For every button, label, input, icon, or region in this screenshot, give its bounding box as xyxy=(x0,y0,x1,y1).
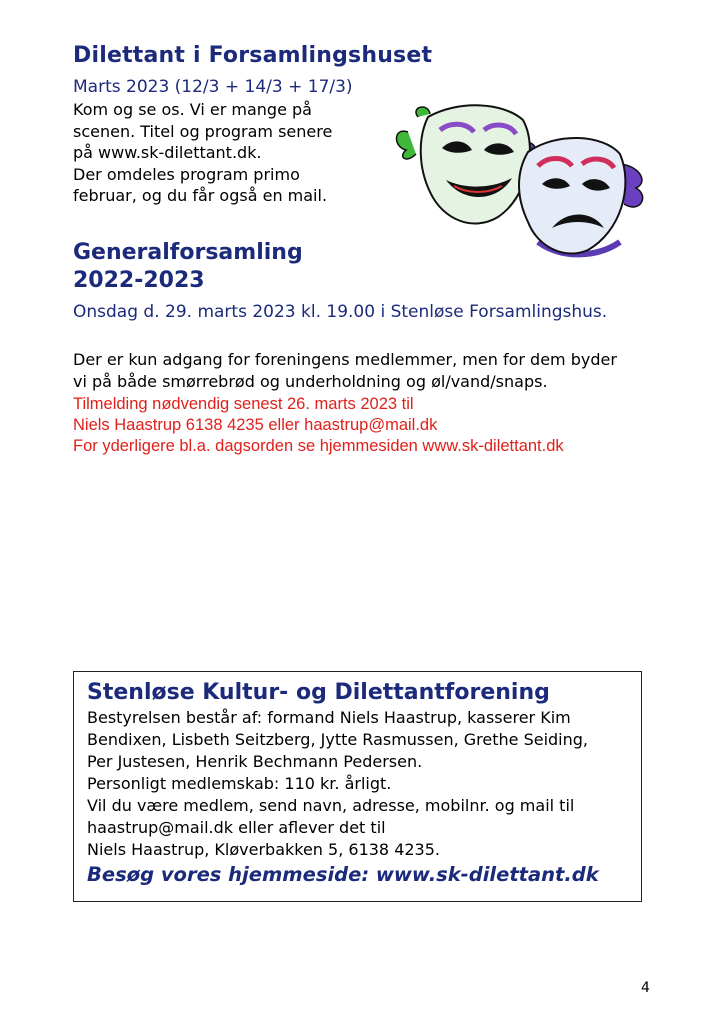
section1-body-line: februar, og du får også en mail. xyxy=(73,186,328,205)
notice-line: For yderligere bl.a. dagsorden se hjemmesiden www.sk-dilettant.dk xyxy=(73,437,564,455)
info-line: Bendixen, Lisbeth Seitzberg, Jytte Rasmussen, Grethe Seiding, xyxy=(87,730,588,749)
info-line: haastrup@mail.dk eller aflever det til xyxy=(87,818,386,837)
info-line: Vil du være medlem, send navn, adresse, mobilnr. og mail til xyxy=(87,796,575,815)
section1-body-line: Kom og se os. Vi er mange på xyxy=(73,100,312,119)
notice-line: Niels Haastrup 6138 4235 eller haastrup@mail.dk xyxy=(73,416,438,434)
info-line: Personligt medlemskab: 110 kr. årligt. xyxy=(87,774,392,793)
section2-title-line2: 2022-2023 xyxy=(73,268,205,293)
association-title: Stenløse Kultur- og Dilettantforening xyxy=(87,680,550,705)
section2-body xyxy=(73,349,617,392)
section1-date: Marts 2023 (12/3 + 14/3 + 17/3) xyxy=(73,77,353,97)
page-number: 4 xyxy=(641,980,650,996)
section1-body-line: scenen. Titel og program senere xyxy=(73,121,333,141)
section1-title: Dilettant i Forsamlingshuset xyxy=(73,43,433,68)
info-line: Per Justesen, Henrik Bechmann Pedersen. xyxy=(87,752,423,771)
section1-body-line: på www.sk-dilettant.dk. xyxy=(73,143,262,162)
association-body xyxy=(87,707,599,861)
section2-date: Onsdag d. 29. marts 2023 kl. 19.00 i Stenløse Forsamlingshus. xyxy=(73,302,608,322)
section2-title xyxy=(73,239,303,295)
section2-title-line1: Generalforsamling xyxy=(73,240,303,265)
section2-body-line: Der er kun adgang for foreningens medlemmer, men for dem byder xyxy=(73,350,617,369)
association-info-box xyxy=(73,671,642,902)
theater-masks-icon xyxy=(388,92,678,262)
info-line: Bestyrelsen består af: formand Niels Haastrup, kasserer Kim xyxy=(87,708,571,727)
website-callout: Besøg vores hjemmeside: www.sk-dilettant.dk xyxy=(87,863,599,886)
info-line: Niels Haastrup, Kløverbakken 5, 6138 4235. xyxy=(87,840,440,859)
section1-body-line: Der omdeles program primo xyxy=(73,164,300,184)
section1-body xyxy=(73,99,332,207)
notice-line: Tilmelding nødvendig senest 26. marts 2023 til xyxy=(73,395,414,413)
section2-body-line: vi på både smørrebrød og underholdning og øl/vand/snaps. xyxy=(73,371,548,391)
section2-notice xyxy=(73,394,564,457)
